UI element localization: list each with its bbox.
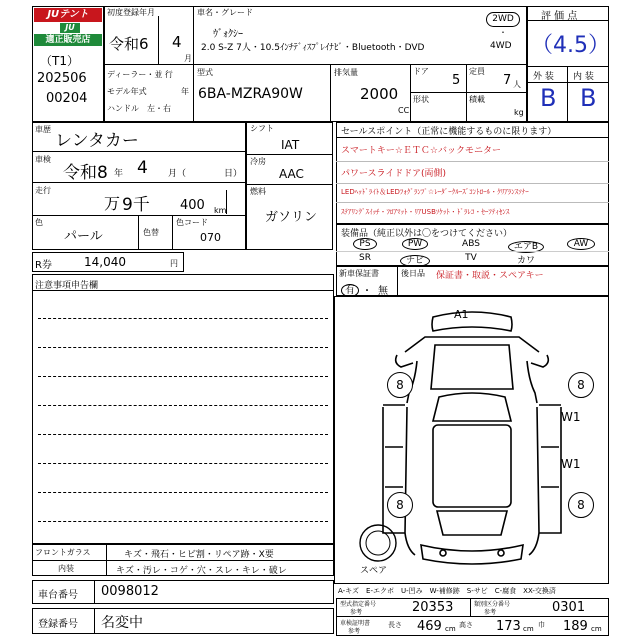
- cert-note: 参考: [348, 628, 361, 635]
- inspection-month-unit: 月（: [168, 169, 187, 179]
- width-unit: cm: [591, 625, 602, 633]
- color-code-label: 色コード: [176, 218, 208, 227]
- notes-box: [32, 274, 334, 544]
- reg-no-2: 00204: [46, 91, 88, 106]
- equip-ps: PS: [342, 239, 388, 249]
- warranty-yes: 有: [341, 281, 359, 296]
- type-cert-label: 型式指定番号: [340, 601, 377, 608]
- cert-label: 車検証明書: [340, 620, 371, 627]
- displacement-label: 排気量: [334, 68, 358, 77]
- inspection-year-unit: 年: [114, 169, 124, 179]
- damage-legend: A-キズ E-エクボ U-凹み W-補修跡 S-サビ C-腐食 XX-交換済: [338, 587, 556, 595]
- handle-label: ハンドル 左・右: [107, 104, 171, 113]
- drive-4wd: 4WD: [490, 41, 512, 51]
- warranty-label: 新車保証書: [339, 269, 379, 278]
- notes-rule: [38, 405, 328, 406]
- shift-label: シフト: [250, 124, 274, 133]
- spare-label: スペア: [360, 566, 388, 576]
- equip-airbag: エアB: [503, 239, 549, 252]
- shape-label: 形状: [413, 95, 429, 104]
- mileage-prefix: 万: [104, 194, 121, 213]
- class-label: 類別区分番号: [474, 601, 511, 608]
- notes-rule: [38, 521, 328, 522]
- doors: 5: [452, 73, 461, 88]
- type-cert-note: 参考: [350, 609, 363, 616]
- interior-grade: B: [580, 84, 597, 112]
- year-unit: 年: [181, 87, 189, 96]
- warranty-sep: ・: [362, 286, 372, 297]
- mileage-small: 400: [180, 198, 205, 213]
- model-year-label: モデル年式: [107, 87, 147, 96]
- load-label: 積載: [469, 95, 485, 104]
- color-swap-label: 色替: [143, 228, 159, 237]
- drive-sep: ・: [499, 28, 507, 37]
- shop-line: 適正販売店: [34, 34, 102, 46]
- ju-mark: JU: [60, 23, 80, 33]
- rear-items-label: 後日品: [401, 269, 425, 278]
- inspection-label: 車検: [35, 155, 51, 164]
- car-diagram: [335, 297, 608, 583]
- equip-leather: カワ: [516, 256, 535, 266]
- ac-value: AAC: [279, 167, 304, 181]
- damage-code-w1-lower: W1: [561, 457, 581, 471]
- equip-aw: AW: [558, 239, 604, 249]
- notes-label: 注意事項申告欄: [35, 281, 99, 291]
- equip-pw: PW: [392, 239, 438, 249]
- capacity: 7: [503, 73, 512, 88]
- color-value: パール: [64, 229, 103, 244]
- class-value: 0301: [552, 600, 586, 615]
- length-unit: cm: [445, 625, 456, 633]
- tire-left-rear: 8: [387, 492, 413, 518]
- height-value: 173: [496, 619, 521, 634]
- damage-code-w1-upper: W1: [561, 410, 581, 424]
- name-grade-label: 車名・グレード: [197, 8, 253, 17]
- notes-rule: [38, 318, 328, 319]
- inspection-month: 4: [137, 158, 148, 178]
- ac-label: 冷房: [250, 157, 266, 166]
- chassis-label: 車台番号: [38, 590, 78, 601]
- damage-code-top: A1: [454, 308, 469, 321]
- first-reg-label: 初度登録年月: [107, 8, 155, 17]
- equip-navi: ナビ: [392, 253, 438, 266]
- interior-label: 内 装: [573, 72, 594, 82]
- class-note: 参考: [484, 609, 497, 616]
- height-label: 高さ: [459, 621, 473, 629]
- notes-rule: [38, 376, 328, 377]
- door-label: ドア: [413, 67, 429, 76]
- sales-point-3: LEDﾍｯﾄﾞﾗｲﾄ＆LEDﾌｫｸﾞﾗﾝﾌﾟ☆ﾚｰﾀﾞｰｸﾙｰｽﾞｺﾝﾄﾛｰﾙ・ｸﾘｱﾗﾝｽｿﾅｰ: [341, 188, 529, 196]
- mileage-big: 9千: [122, 195, 150, 215]
- tire-right-rear: 8: [568, 492, 594, 518]
- length-value: 469: [417, 619, 442, 634]
- mileage-label: 走行: [35, 186, 51, 195]
- equip-sr: SR: [359, 253, 371, 263]
- inspection-day-unit: 日）: [224, 169, 243, 179]
- shift-value: IAT: [281, 138, 300, 152]
- tire-right-front: 8: [568, 372, 594, 398]
- exterior-grade: B: [540, 84, 557, 112]
- interior-notes-label: 内装: [58, 564, 74, 573]
- rating-score: （4.5）: [531, 33, 610, 58]
- chassis-number: 0098012: [101, 584, 159, 599]
- color-code: 070: [200, 231, 221, 244]
- km-unit: km: [214, 206, 227, 215]
- color-label: 色: [35, 218, 43, 227]
- history-value: レンタカー: [55, 131, 139, 151]
- fuel-value: ガソリン: [265, 210, 318, 225]
- cc-unit: CC: [398, 106, 410, 115]
- width-value: 189: [563, 619, 588, 634]
- displacement: 2000: [360, 85, 399, 103]
- notes-rule: [38, 347, 328, 348]
- capacity-label: 定員: [469, 67, 485, 76]
- first-reg-era: 令和6: [109, 35, 149, 53]
- equip-abs: ABS: [462, 239, 480, 249]
- person-unit: 人: [513, 80, 521, 89]
- kg-unit: kg: [514, 108, 524, 117]
- yen-unit: 円: [170, 259, 178, 268]
- sales-point-1: スマートキー☆ＥＴＣ☆バックモニター: [341, 146, 501, 156]
- history-label: 車歴: [35, 125, 51, 134]
- warranty-no: 無: [378, 286, 388, 297]
- exterior-label: 外 装: [533, 72, 554, 82]
- sales-points-label: セールスポイント（正常に機能するものに限ります）: [341, 127, 557, 137]
- rear-items-value: 保証書・取説・スペアキー: [436, 271, 544, 281]
- notes-rule: [38, 492, 328, 493]
- interior-notes-text: キズ・汚レ・コゲ・穴・スレ・キレ・破レ: [116, 566, 287, 576]
- dealer-label: ディーラー・並 行: [107, 70, 173, 79]
- tire-left-front: 8: [387, 372, 413, 398]
- front-glass-text: キズ・飛石・ヒビ割・リペア跡・X要: [124, 550, 274, 560]
- width-label: 巾: [538, 621, 545, 629]
- reg-label: 登録番号: [38, 619, 78, 630]
- height-unit: cm: [523, 625, 534, 633]
- notes-rule: [38, 434, 328, 435]
- recycle-value: 14,040: [84, 255, 126, 269]
- code-t: （T1）: [40, 54, 79, 68]
- drive-2wd: 2WD: [486, 12, 520, 27]
- fuel-label: 燃料: [250, 187, 266, 196]
- length-label: 長さ: [388, 621, 402, 629]
- rating-label: 評 価 点: [541, 11, 578, 22]
- reg-number: 名変中: [101, 615, 143, 631]
- brand-logo: JUテント: [34, 8, 102, 22]
- model: 6BA-MZRA90W: [198, 86, 303, 102]
- recycle-label: R券: [35, 260, 52, 271]
- type-cert-value: 20353: [412, 600, 454, 615]
- notes-rule: [38, 463, 328, 464]
- equip-tv: TV: [465, 253, 477, 263]
- equipment-label: 装備品（純正以外は〇をつけてください）: [341, 229, 513, 239]
- sales-point-2: パワースライドドア(両側): [341, 169, 447, 179]
- inspection-era: 令和8: [63, 163, 108, 183]
- model-label: 型式: [197, 68, 213, 77]
- car-name: ｳﾞｫｸｼｰ: [213, 29, 243, 40]
- reg-no-1: 202506: [37, 71, 87, 86]
- sales-point-4: ｽﾃｱﾘﾝｸﾞｽｲｯﾁ・ﾌﾛｱﾏｯﾄ・ﾘｱUSBｿｹｯﾄ・ﾄﾞﾗﾚｺ・ｾｰﾌﾃｨｾﾝｽ: [341, 208, 510, 216]
- first-reg-month: 4: [172, 33, 182, 51]
- month-unit: 月: [184, 54, 192, 63]
- front-glass-label: フロントガラス: [35, 548, 91, 557]
- grade: 2.0 S-Z 7人・10.5ｲﾝﾁﾃﾞｨｽﾌﾟﾚｲﾅﾋﾞ・Bluetooth・DVD: [201, 43, 425, 53]
